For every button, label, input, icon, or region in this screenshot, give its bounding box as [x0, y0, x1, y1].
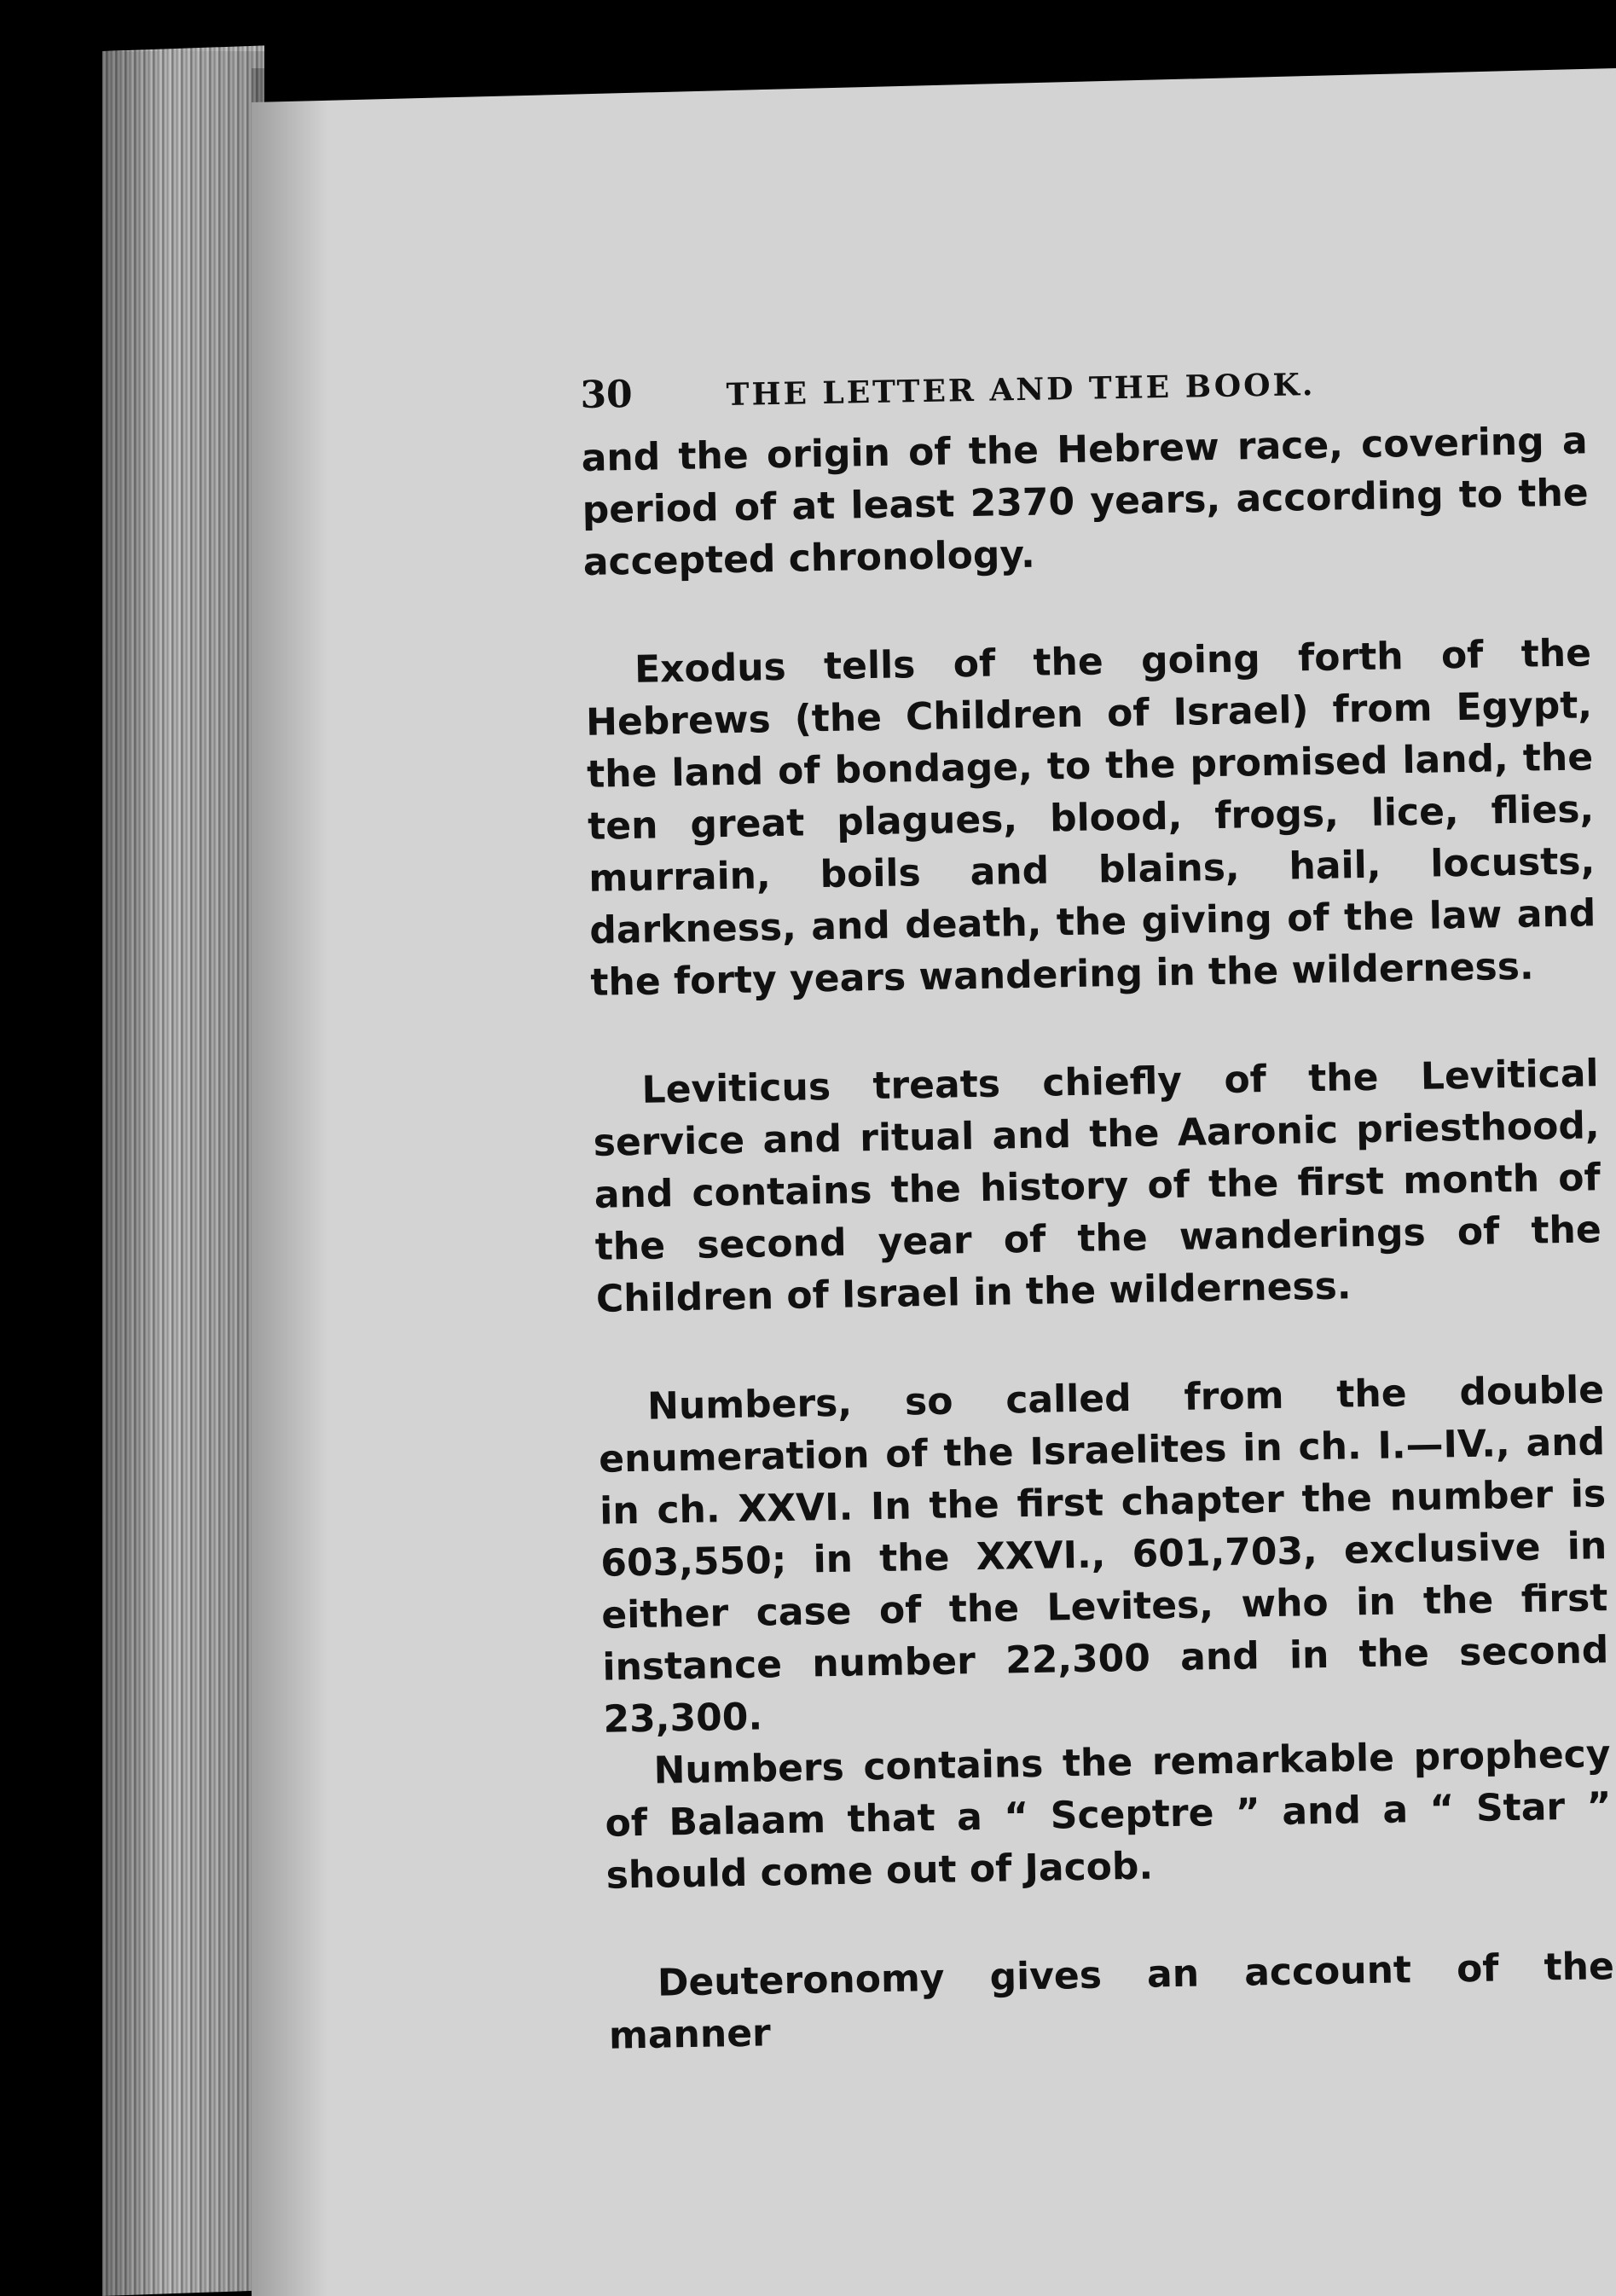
paragraph-numbers-prophecy: Numbers contains the remarkable prophecy of Balaam that a “ Sceptre ” and a “ Star ” should come out of Jacob. [605, 1732, 1612, 1898]
running-title: THE LETTER AND THE BOOK. [726, 366, 1316, 414]
gutter-shadow [252, 68, 328, 2296]
page-edges-shadow [102, 51, 264, 2296]
paragraph-deuteronomy: Deuteronomy gives an account of the manner [608, 1945, 1615, 2058]
paragraph-numbers: Numbers, so called from the double enumeration of the Israelites in ch. I.—IV., and in ch. XXVI. In the first chapter the number is 603,550; in the XXVI., 601,703, exclusive in either case of the Levites, who in the first instance number 22,300 and in the second 23,300. [598, 1368, 1609, 1742]
paragraph-genesis-continuation: and the origin of the Hebrew race, covering a period of at least 2370 years, according to the accepted chronology. [581, 419, 1590, 584]
paragraph-exodus: Exodus tells of the going forth of the Hebrews (the Children of Israel) from Egypt, the land of bondage, to the promised land, the ten great plagues, blood, frogs, lice, flies, murrain, boils and blains, hail, locusts, darkness, and death, the giving of the law and the forty years wandering in the wilderness. [585, 631, 1596, 1005]
page-content [580, 356, 1616, 2118]
page-number: 30 [580, 372, 634, 417]
paragraph-leviticus: Leviticus treats chiefly of the Levitical service and ritual and the Aaronic priesthood, and contains the history of the first month of the second year of the wanderings of the Children of Israel in the wilderness. [593, 1052, 1602, 1321]
